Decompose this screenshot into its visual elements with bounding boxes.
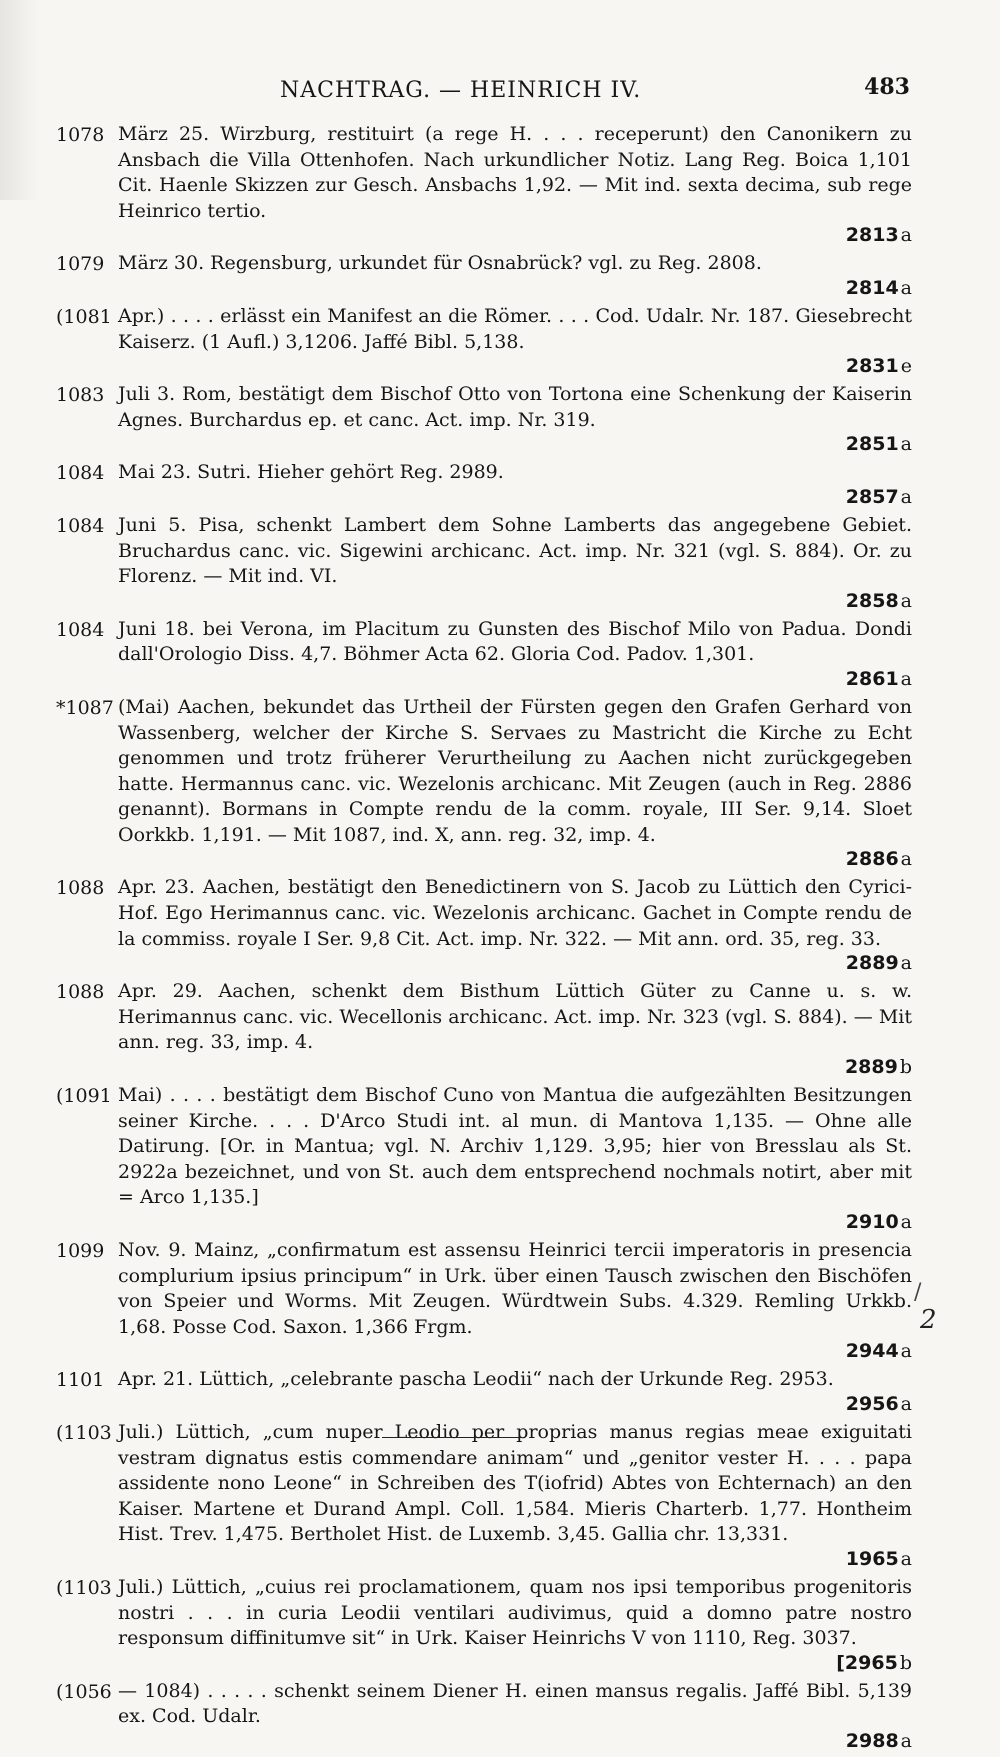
regest-number-value: 2956 <box>845 1392 899 1415</box>
regest-entry <box>56 875 916 974</box>
regest-suffix: a <box>900 589 912 612</box>
regest-number-value: 2858 <box>845 589 899 612</box>
entry-text: Apr. 29. Aachen, schenkt dem Bisthum Lüttich Güter zu Canne u. s. w. Herimannus canc. vic. Wecellonis archicanc. Act. imp. Nr. 323 (vgl. S. 884). — Mit ann. reg. 33, imp. 4. <box>118 980 912 1054</box>
regest-number-value: 2889 <box>844 1056 898 1079</box>
running-title: NACHTRAG. — HEINRICH IV. <box>280 78 642 103</box>
regest-number <box>118 1652 912 1674</box>
regest-entry <box>56 1575 916 1674</box>
regest-entry <box>56 1083 916 1233</box>
entry-body <box>118 1575 916 1674</box>
entry-body <box>118 617 916 690</box>
regest-number-value: 1965 <box>845 1547 899 1570</box>
regest-suffix: a <box>900 1340 912 1363</box>
entry-body <box>118 695 916 871</box>
regest-suffix: a <box>900 1211 912 1233</box>
regest-entry <box>56 382 916 455</box>
regest-number <box>118 1393 912 1415</box>
handwritten-margin-note: 2 <box>920 1305 937 1335</box>
regest-number-value: 2988 <box>845 1729 899 1752</box>
entry-year: 1083 <box>56 384 105 407</box>
page-number: 483 <box>864 74 910 100</box>
entry-year: 1084 <box>56 514 105 537</box>
entry-body <box>118 1420 916 1570</box>
regest-entry <box>56 513 916 612</box>
regest-entry <box>56 617 916 690</box>
entry-year: 1084 <box>56 462 105 485</box>
regest-suffix: a <box>900 1392 912 1415</box>
entry-year: (1103 <box>56 1421 112 1444</box>
regest-number <box>118 1211 912 1233</box>
entry-year: 1088 <box>56 877 105 900</box>
regest-number-value: 2886 <box>845 848 899 871</box>
regest-number <box>118 486 912 508</box>
entry-text: Juli.) Lüttich, „cum nuper Leodio per proprias manus regias meae exiguitati vestram dignatus estis commendare animam“ und „genitor vester H. . . . papa assidente nono Leone“ in Schreiben des T(iofrid) Abtes von Echternach) an den Kaiser. Martene et Durand Ampl. Coll. 1,584. Mieris Charterb. 1,77. Hontheim Hist. Trev. 1,475. Bertholet Hist. de Luxemb. 3,45. Gallia chr. 13,331. <box>118 1420 912 1546</box>
regest-number <box>118 1548 912 1570</box>
entry-text: März 25. Wirzburg, restituirt (a rege H. . . . receperunt) den Canonikern zu Ansbach die Villa Ottenhofen. Nach urkundlicher Notiz. Lang Reg. Boica 1,101 Cit. Haenle Skizzen zur Gesch. Ansbachs 1,92. — Mit ind. sexta decima, sub rege Heinrico tertio. <box>118 123 912 222</box>
regest-suffix: b <box>899 1651 912 1674</box>
entry-body <box>118 1679 916 1752</box>
regest-entry <box>56 304 916 377</box>
regest-entry <box>56 1238 916 1362</box>
entry-year: (1056 <box>56 1680 112 1703</box>
entry-text: Nov. 9. Mainz, „confirmatum est assensu Heinrici tercii imperatoris in presencia complurium ipsius principum“ in Urk. über einen Tausch zwischen den Bischöfen von Speier und Worms. Mit Zeugen. Würdtwein Subs. 4.329. Remling Urkkb. 1,68. Posse Cod. Saxon. 1,366 Frgm. <box>118 1239 912 1338</box>
entry-body <box>118 1367 916 1415</box>
entry-text: (Mai) Aachen, bekundet das Urtheil der Fürsten gegen den Grafen Gerhard von Wassenberg, welcher der Kirche S. Servaes zu Mastricht die Kirche zu Echt genommen und trotz früherer Verurtheilung zu Aachen nicht zurückgegeben hatte. Hermannus canc. vic. Wezelonis archicanc. Mit Zeugen (auch in Reg. 2886 genannt). Bormans in Compte rendu de la comm. royale, III Ser. 9,14. Sloet Oorkkb. 1,191. — Mit 1087, ind. X, ann. reg. 32, imp. 4. <box>118 695 912 846</box>
regest-suffix: a <box>900 276 912 299</box>
regest-number <box>118 1340 912 1362</box>
regest-number-value: 2889 <box>845 952 899 975</box>
regest-number-value: 2857 <box>845 485 899 508</box>
entry-text: Mai 23. Sutri. Hieher gehört Reg. 2989. <box>118 461 504 484</box>
regest-number <box>118 277 912 299</box>
regest-number <box>118 1056 912 1078</box>
entry-year: *1087 <box>56 696 114 719</box>
entry-body <box>118 1238 916 1362</box>
regest-number-value: 2831 <box>845 355 899 378</box>
regest-suffix: e <box>900 355 912 378</box>
regest-number <box>118 1730 912 1752</box>
regest-suffix: a <box>900 1547 912 1570</box>
regest-suffix: a <box>900 667 912 690</box>
regest-entry <box>56 122 916 246</box>
entry-body <box>118 460 916 508</box>
entry-year: 1088 <box>56 981 105 1004</box>
regest-number <box>118 433 912 455</box>
regest-number-value: 2944 <box>845 1340 899 1363</box>
regest-suffix: a <box>900 224 912 247</box>
entry-year: 1084 <box>56 618 105 641</box>
regest-suffix: a <box>900 1729 912 1752</box>
entry-body <box>118 875 916 974</box>
regest-number <box>118 224 912 246</box>
regest-suffix: b <box>899 1056 912 1079</box>
entry-text: Juli 3. Rom, bestätigt dem Bischof Otto von Tortona eine Schenkung der Kaiserin Agnes. Burchardus ep. et canc. Act. imp. Nr. 319. <box>118 383 912 431</box>
entry-text: Apr. 23. Aachen, bestätigt den Benedictinern von S. Jacob zu Lüttich den Cyrici-Hof. Ego Herimannus canc. vic. Wezelonis archicanc. Gachet in Compte rendu de la commiss. royale I Ser. 9,8 Cit. Act. imp. Nr. 322. — Mit ann. ord. 35, reg. 33. <box>118 876 912 950</box>
regest-entry <box>56 460 916 508</box>
entry-year: (1081 <box>56 305 112 328</box>
entry-year: 1078 <box>56 124 105 146</box>
entry-text: Apr.) . . . . erlässt ein Manifest an die Römer. . . . Cod. Udalr. Nr. 187. Giesebrecht Kaiserz. (1 Aufl.) 3,1206. Jaffé Bibl. 5,138. <box>118 304 912 353</box>
entry-year: 1099 <box>56 1240 105 1262</box>
entry-year: 1079 <box>56 253 105 276</box>
page-header <box>120 70 910 110</box>
regest-number <box>118 668 912 690</box>
regest-suffix: a <box>900 848 912 871</box>
regest-number <box>118 590 912 612</box>
entry-year: (1103 <box>56 1576 112 1599</box>
regest-entry <box>56 251 916 299</box>
regest-number-value: 2861 <box>845 667 899 690</box>
scan-shadow <box>0 0 40 200</box>
margin-mark: / <box>914 1280 922 1305</box>
entry-body <box>118 513 916 612</box>
regest-entry <box>56 1420 916 1570</box>
regest-number-value: [2965 <box>836 1651 898 1674</box>
entry-body <box>118 122 916 246</box>
entry-text: Juli.) Lüttich, „cuius rei proclamationem, quam nos ipsi temporibus progenitoris nostri . . . in curia Leodii ventilari audivimus, quid a domno patre nostro responsum diffinitumve sit“ in Urk. Kaiser Heinrichs V von 1110, Reg. 3037. <box>118 1575 912 1650</box>
entry-body <box>118 979 916 1078</box>
regest-number <box>118 952 912 974</box>
regest-entry <box>56 1679 916 1752</box>
regest-suffix: a <box>900 485 912 508</box>
regest-number-value: 2910 <box>845 1211 899 1233</box>
entries-list <box>56 122 916 1757</box>
entry-body <box>118 382 916 455</box>
entry-year: (1091 <box>56 1085 112 1108</box>
entry-body <box>118 1083 916 1233</box>
entry-body <box>118 251 916 299</box>
regest-suffix: a <box>900 433 912 456</box>
regest-number <box>118 355 912 377</box>
regest-number-value: 2814 <box>845 276 899 299</box>
regest-entry <box>56 1367 916 1415</box>
separator-rule <box>382 1437 522 1438</box>
entry-body <box>118 304 916 377</box>
entry-text: Juni 5. Pisa, schenkt Lambert dem Sohne Lamberts das angegebene Gebiet. Bruchardus canc. vic. Sigewini archicanc. Act. imp. Nr. 321 (vgl. S. 884). Or. zu Florenz. — Mit ind. VI. <box>118 513 912 588</box>
entry-text: Apr. 21. Lüttich, „celebrante pascha Leodii“ nach der Urkunde Reg. 2953. <box>118 1368 834 1391</box>
regest-entry <box>56 695 916 871</box>
entry-year: 1101 <box>56 1369 105 1392</box>
entry-text: Juni 18. bei Verona, im Placitum zu Gunsten des Bischof Milo von Padua. Dondi dall'Orologio Diss. 4,7. Böhmer Acta 62. Gloria Cod. Padov. 1,301. <box>118 617 912 666</box>
regest-number-value: 2813 <box>845 224 899 247</box>
entry-text: Mai) . . . . bestätigt dem Bischof Cuno von Mantua die aufgezählten Besitzungen seiner Kirche. . . . D'Arco Studi int. al mun. di Mantova 1,135. — Ohne alle Datirung. [Or. in Mantua; vgl. N. Archiv 1,129. 3,95; hier von Bresslau als St. 2922a bezeichnet, und von St. auch dem entsprechend nochmals notirt, aber mit = Arco 1,135.] <box>118 1084 912 1209</box>
regest-number <box>118 848 912 870</box>
regest-number-value: 2851 <box>845 433 899 456</box>
entry-text: — 1084) . . . . . schenkt seinem Diener H. einen mansus regalis. Jaffé Bibl. 5,139 ex. Cod. Udalr. <box>118 1679 912 1728</box>
entry-text: März 30. Regensburg, urkundet für Osnabrück? vgl. zu Reg. 2808. <box>118 252 762 275</box>
regest-entry <box>56 979 916 1078</box>
regest-suffix: a <box>900 952 912 975</box>
